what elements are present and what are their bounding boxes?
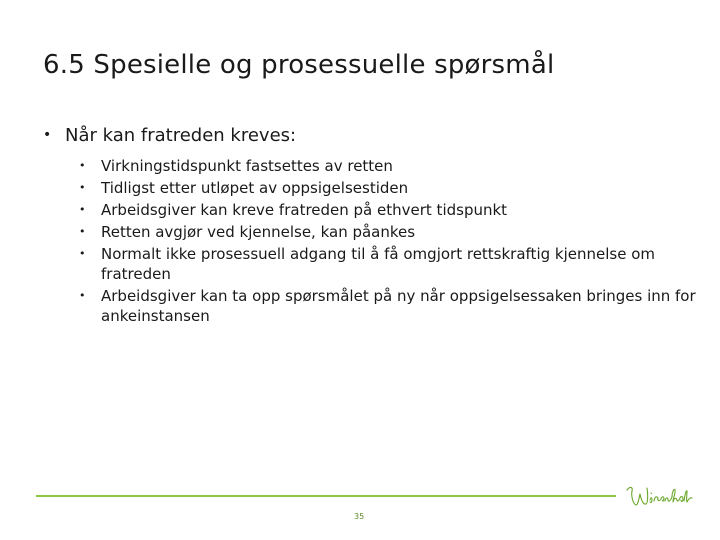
bullet-icon: •	[79, 203, 86, 216]
list-item-text: Arbeidsgiver kan kreve fratreden på ethvert tidspunkt	[101, 201, 508, 219]
bullet-icon: •	[79, 289, 86, 302]
list-item	[79, 244, 699, 284]
bullet-icon: •	[43, 127, 52, 143]
bullet-icon: •	[79, 247, 86, 260]
slide-title: 6.5 Spesielle og prosessuelle spørsmål	[43, 50, 555, 80]
bullet-icon: •	[79, 225, 86, 238]
list-item	[79, 156, 699, 176]
signature-logo-icon	[624, 478, 694, 514]
list-item-text: Arbeidsgiver kan ta opp spørsmålet på ny når oppsigelsessaken bringes inn for ankeinstansen	[101, 287, 696, 325]
footer-divider	[36, 495, 616, 497]
list-item	[79, 286, 699, 326]
list-item	[79, 200, 699, 220]
list-item-text: Tidligst etter utløpet av oppsigelsestiden	[101, 179, 409, 197]
bullet-icon: •	[79, 181, 86, 194]
list-item-text: Virkningstidspunkt fastsettes av retten	[101, 157, 393, 175]
list-item	[79, 178, 699, 198]
sub-bullet-list	[79, 156, 699, 326]
list-item-text: Retten avgjør ved kjennelse, kan påankes	[101, 223, 416, 241]
list-item	[79, 222, 699, 242]
list-item-text: Normalt ikke prosessuell adgang til å få omgjort rettskraftig kjennelse om fratreden	[101, 245, 655, 283]
main-bullet	[43, 125, 296, 146]
page-number: 35	[354, 512, 365, 521]
main-bullet-text: Når kan fratreden kreves:	[65, 125, 297, 146]
bullet-icon: •	[79, 159, 86, 172]
